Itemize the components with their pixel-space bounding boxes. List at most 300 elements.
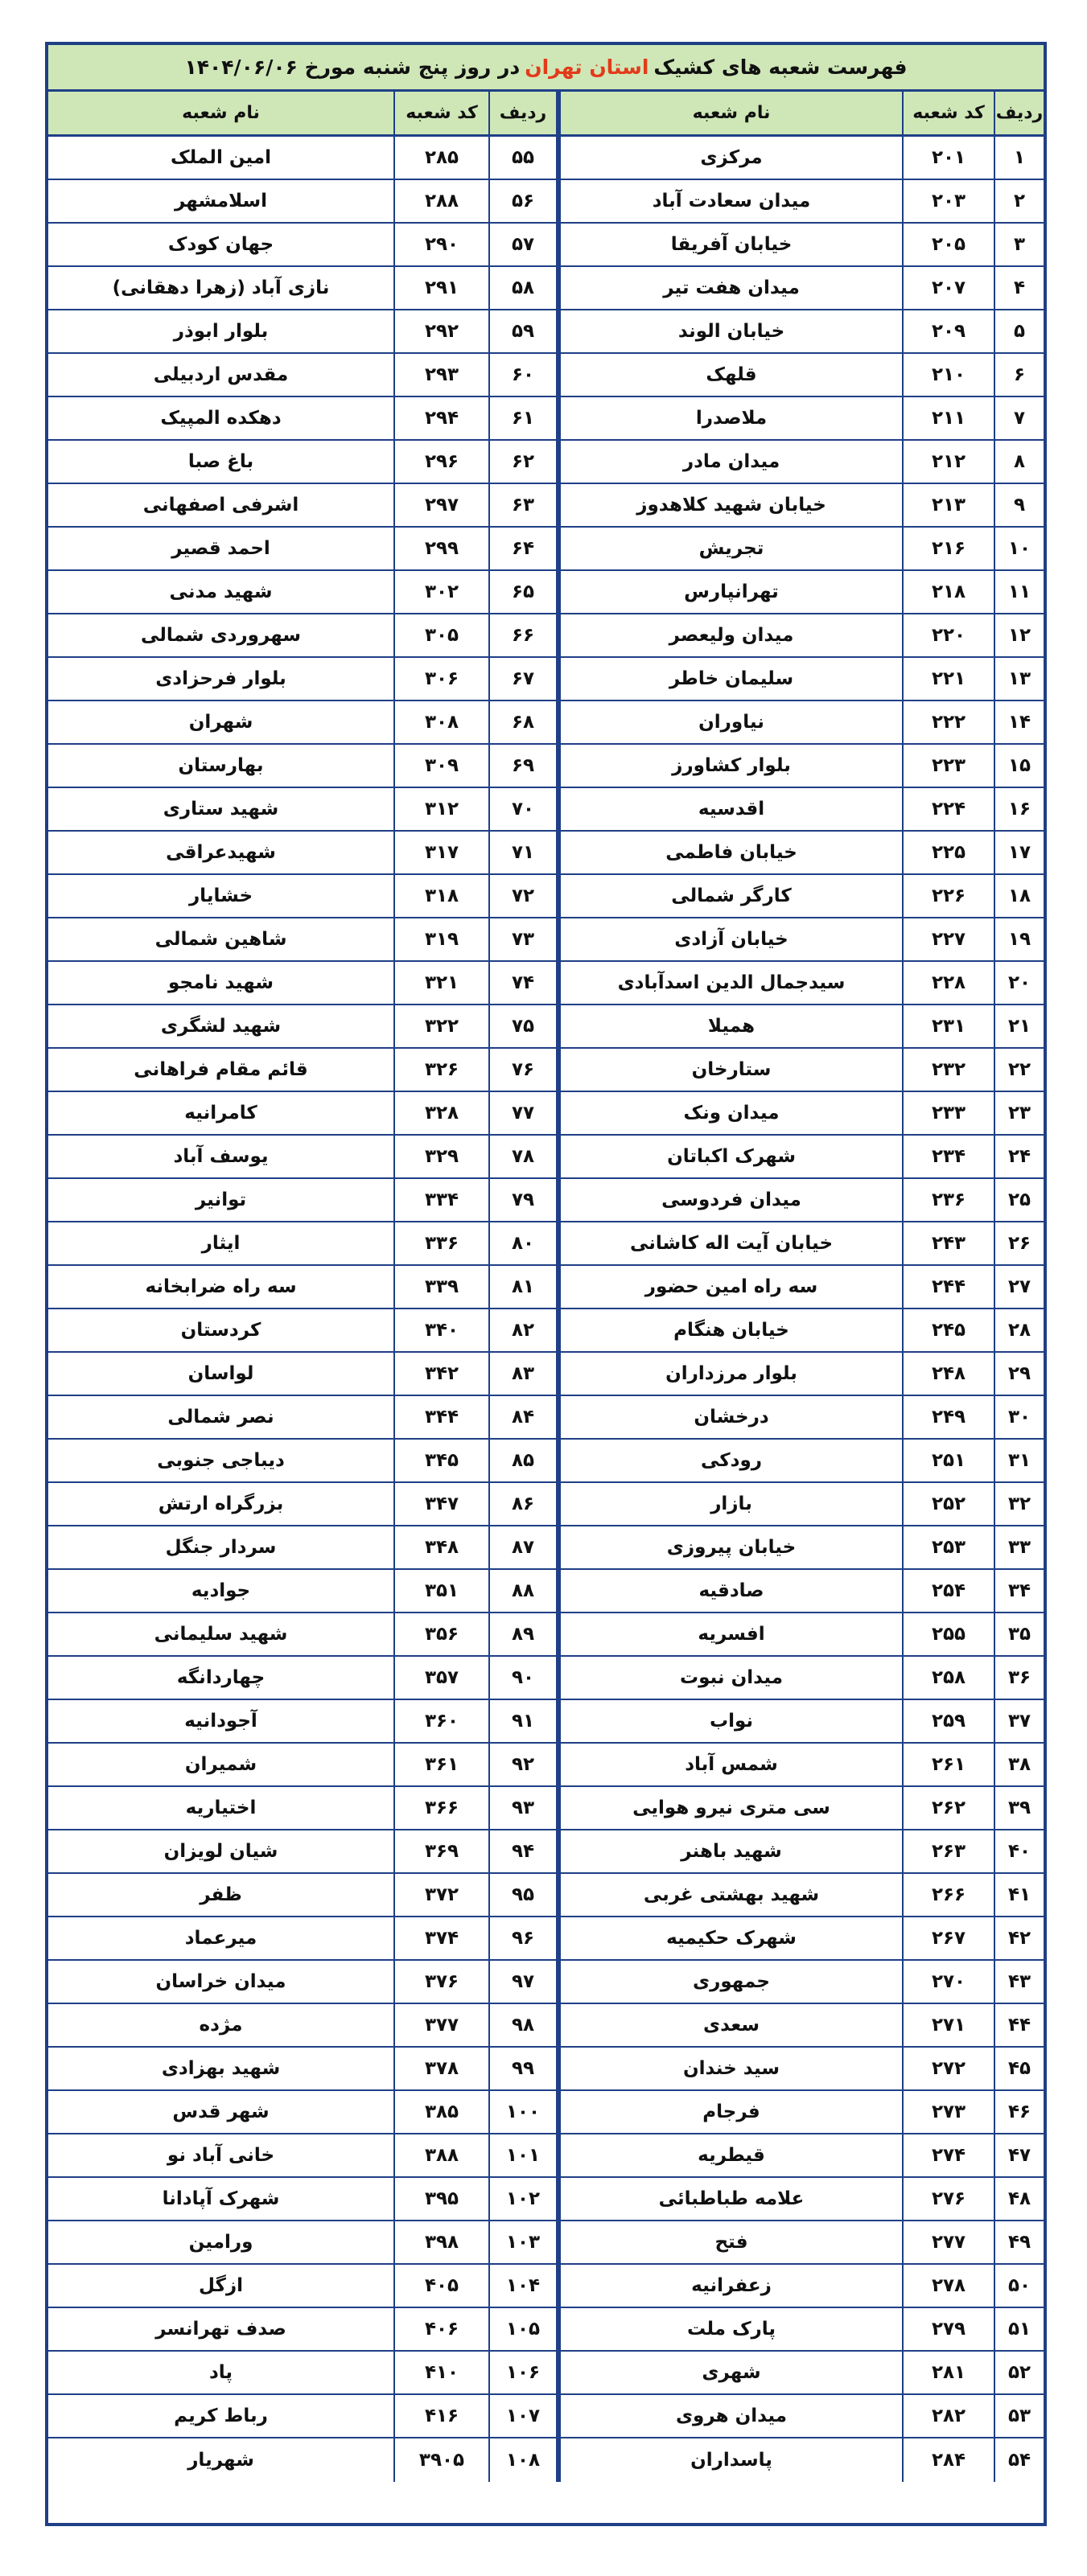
row-code-right: ۲۳۱ [902, 1005, 994, 1047]
column-divider [556, 354, 559, 396]
row-code-left: ۳۳۶ [393, 1222, 488, 1264]
row-index-left: ۶۰ [488, 354, 556, 396]
row-code-left: ۳۲۶ [393, 1049, 488, 1091]
table-row [48, 267, 1044, 310]
row-code-left: ۳۴۰ [393, 1309, 488, 1351]
row-name-right: سه راه امین حضور [559, 1266, 902, 1308]
row-code-left: ۳۶۹ [393, 1830, 488, 1872]
row-code-left: ۳۲۲ [393, 1005, 488, 1047]
row-name-right: نیاوران [559, 701, 902, 743]
row-index-right: ۴۸ [994, 2178, 1044, 2220]
column-divider [556, 92, 559, 134]
row-name-right: مرکزی [559, 137, 902, 179]
header-name-left: نام شعبه [182, 103, 260, 123]
row-index-right: ۴۶ [994, 2091, 1044, 2133]
row-name-left: شاهین شمالی [154, 929, 287, 950]
row-name-right: میدان مادر [559, 441, 902, 483]
row-code-left: ۲۸۵ [393, 137, 488, 179]
column-divider [556, 310, 559, 352]
row-code-right: ۲۶۶ [902, 1874, 994, 1916]
column-divider [556, 1440, 559, 1481]
row-index-right: ۲۲ [994, 1049, 1044, 1091]
column-divider [556, 658, 559, 700]
row-index-left: ۵۶ [488, 180, 556, 222]
table-row [48, 1483, 1044, 1526]
row-name-left: شهید بهزادی [161, 2058, 281, 2079]
column-divider [556, 1309, 559, 1351]
row-code-right: ۲۷۳ [902, 2091, 994, 2133]
row-name-right: شهید بهشتی غربی [559, 1874, 902, 1916]
row-code-left: ۳۶۶ [393, 1787, 488, 1829]
row-name-left: کردستان [180, 1320, 261, 1341]
column-divider [556, 2308, 559, 2350]
row-name-right: شهرک حکیمیه [559, 1917, 902, 1959]
row-index-right: ۵۲ [994, 2352, 1044, 2393]
column-divider [556, 2004, 559, 2046]
row-index-right: ۶ [994, 354, 1044, 396]
row-code-right: ۲۱۳ [902, 484, 994, 526]
row-name-left: قائم مقام فراهانی [134, 1059, 308, 1080]
row-index-left: ۹۰ [488, 1657, 556, 1699]
row-name-right: ستارخان [559, 1049, 902, 1091]
row-code-left: ۴۰۶ [393, 2308, 488, 2350]
row-index-right: ۹ [994, 484, 1044, 526]
row-index-right: ۴۴ [994, 2004, 1044, 2046]
table-row [48, 2438, 1044, 2482]
row-code-left: ۳۰۲ [393, 571, 488, 613]
row-index-right: ۱۸ [994, 875, 1044, 917]
column-divider [556, 2395, 559, 2437]
row-index-left: ۸۷ [488, 1526, 556, 1568]
table-row [48, 1830, 1044, 1874]
row-index-left: ۷۷ [488, 1092, 556, 1134]
row-code-left: ۴۱۶ [393, 2395, 488, 2437]
row-index-left: ۸۲ [488, 1309, 556, 1351]
row-name-left: سردار جنگل [165, 1537, 277, 1558]
row-name-right: سی متری نیرو هوایی [559, 1787, 902, 1829]
row-code-right: ۲۷۱ [902, 2004, 994, 2046]
table-row [48, 571, 1044, 614]
row-index-right: ۲۳ [994, 1092, 1044, 1134]
row-name-right: خیابان فاطمی [559, 832, 902, 873]
table-row [48, 1266, 1044, 1309]
row-index-right: ۲۸ [994, 1309, 1044, 1351]
row-name-right: شهید باهنر [559, 1830, 902, 1872]
row-index-left: ۹۳ [488, 1787, 556, 1829]
row-code-right: ۲۲۴ [902, 788, 994, 830]
row-index-right: ۵۰ [994, 2265, 1044, 2307]
row-name-left: نازی آباد (زهرا دهقانی) [112, 277, 330, 298]
row-name-right: میدان هفت تیر [559, 267, 902, 309]
row-name-left: رباط کریم [174, 2405, 268, 2426]
row-code-right: ۲۲۳ [902, 745, 994, 787]
column-divider [556, 484, 559, 526]
row-index-right: ۳ [994, 224, 1044, 265]
row-code-left: ۳۴۸ [393, 1526, 488, 1568]
row-index-right: ۴۹ [994, 2221, 1044, 2263]
row-name-left: خانی آباد نو [167, 2145, 275, 2166]
row-code-right: ۲۵۹ [902, 1700, 994, 1742]
row-code-left: ۳۹۰۵ [393, 2438, 488, 2482]
row-name-left: باغ صبا [187, 451, 254, 472]
row-index-left: ۸۹ [488, 1613, 556, 1655]
row-code-right: ۲۶۱ [902, 1744, 994, 1785]
row-name-left: شهید ستاری [163, 799, 279, 820]
table-row [48, 2221, 1044, 2265]
table-row [48, 1961, 1044, 2004]
row-name-left: جوادیه [191, 1580, 251, 1601]
row-name-right: سیدجمال الدین اسدآبادی [559, 962, 902, 1004]
column-divider [556, 1266, 559, 1308]
row-code-right: ۲۷۹ [902, 2308, 994, 2350]
table-row [48, 1309, 1044, 1353]
column-divider [556, 224, 559, 265]
row-name-right: خیابان شهید کلاهدوز [559, 484, 902, 526]
table-row [48, 1440, 1044, 1483]
row-index-right: ۲۷ [994, 1266, 1044, 1308]
table-row [48, 484, 1044, 528]
row-name-right: خیابان الوند [559, 310, 902, 352]
row-index-left: ۷۲ [488, 875, 556, 917]
row-index-right: ۱۹ [994, 918, 1044, 960]
column-divider [556, 962, 559, 1004]
row-code-right: ۲۷۸ [902, 2265, 994, 2307]
row-name-left: چهاردانگه [176, 1667, 266, 1688]
row-code-right: ۲۶۷ [902, 1917, 994, 1959]
column-divider [556, 1049, 559, 1091]
row-index-right: ۱۵ [994, 745, 1044, 787]
row-index-right: ۴۵ [994, 2048, 1044, 2089]
table-row [48, 1657, 1044, 1700]
table-row [48, 2091, 1044, 2134]
row-index-left: ۱۰۸ [488, 2438, 556, 2482]
row-name-right: سید خندان [559, 2048, 902, 2089]
row-name-left: شهرک آپادانا [162, 2188, 280, 2209]
row-code-left: ۳۱۷ [393, 832, 488, 873]
column-divider [556, 2178, 559, 2220]
row-name-right: اقدسیه [559, 788, 902, 830]
table-row [48, 310, 1044, 354]
row-index-left: ۱۰۷ [488, 2395, 556, 2437]
row-index-left: ۹۷ [488, 1961, 556, 2003]
column-divider [556, 1396, 559, 1438]
row-name-right: افسریه [559, 1613, 902, 1655]
table-row [48, 1396, 1044, 1440]
column-divider [556, 1961, 559, 2003]
row-index-left: ۶۸ [488, 701, 556, 743]
table-row [48, 1613, 1044, 1657]
row-index-left: ۹۶ [488, 1917, 556, 1959]
column-divider [556, 1613, 559, 1655]
row-code-left: ۲۹۴ [393, 397, 488, 439]
table-row [48, 1353, 1044, 1396]
row-code-left: ۲۸۸ [393, 180, 488, 222]
row-code-right: ۲۶۳ [902, 1830, 994, 1872]
row-name-right: تجریش [559, 528, 902, 569]
row-code-left: ۳۱۲ [393, 788, 488, 830]
row-code-right: ۲۴۹ [902, 1396, 994, 1438]
table-row [48, 1179, 1044, 1222]
row-index-left: ۱۰۱ [488, 2134, 556, 2176]
column-divider [556, 397, 559, 439]
table-row [48, 1744, 1044, 1787]
row-index-left: ۵۷ [488, 224, 556, 265]
row-name-left: شیان لویزان [163, 1841, 278, 1862]
row-code-left: ۳۷۸ [393, 2048, 488, 2089]
row-index-left: ۱۰۶ [488, 2352, 556, 2393]
row-index-left: ۵۵ [488, 137, 556, 179]
row-code-right: ۲۴۸ [902, 1353, 994, 1395]
row-name-right: صادقیه [559, 1570, 902, 1612]
row-index-right: ۵۴ [994, 2438, 1044, 2482]
table-row [48, 1917, 1044, 1961]
row-index-left: ۷۹ [488, 1179, 556, 1221]
column-divider [556, 1179, 559, 1221]
row-index-left: ۶۶ [488, 614, 556, 656]
table-header [48, 92, 1044, 137]
row-name-left: یوسف آباد [173, 1146, 269, 1167]
row-code-right: ۲۷۲ [902, 2048, 994, 2089]
table-row [48, 2134, 1044, 2178]
row-name-left: صدف تهرانسر [155, 2319, 286, 2340]
row-code-right: ۲۴۳ [902, 1222, 994, 1264]
table-row [48, 962, 1044, 1005]
column-divider [556, 2265, 559, 2307]
row-index-right: ۲۶ [994, 1222, 1044, 1264]
table-row [48, 745, 1044, 788]
header-code-right: کد شعبه [902, 92, 994, 134]
row-code-right: ۲۲۶ [902, 875, 994, 917]
row-name-right: بلوار مرزداران [559, 1353, 902, 1395]
row-index-right: ۸ [994, 441, 1044, 483]
row-name-left: شهر قدس [172, 2101, 270, 2122]
row-name-left: بلوار ابوذر [173, 321, 269, 342]
row-code-left: ۳۶۰ [393, 1700, 488, 1742]
row-index-right: ۲۰ [994, 962, 1044, 1004]
row-code-left: ۳۳۹ [393, 1266, 488, 1308]
row-index-left: ۸۴ [488, 1396, 556, 1438]
row-name-right: علامه طباطبائی [559, 2178, 902, 2220]
table-row [48, 2308, 1044, 2352]
row-code-right: ۲۰۱ [902, 137, 994, 179]
table-body [48, 137, 1044, 2482]
row-name-left: بهارستان [178, 755, 264, 776]
row-name-left: لواسان [187, 1363, 254, 1384]
row-name-left: شهران [188, 712, 253, 733]
row-code-right: ۲۵۳ [902, 1526, 994, 1568]
row-name-left: سهروردی شمالی [140, 625, 302, 646]
row-code-left: ۳۷۷ [393, 2004, 488, 2046]
row-index-right: ۳۷ [994, 1700, 1044, 1742]
row-index-left: ۸۸ [488, 1570, 556, 1612]
column-divider [556, 1744, 559, 1785]
row-code-right: ۲۶۲ [902, 1787, 994, 1829]
column-divider [556, 1526, 559, 1568]
table-row [48, 2352, 1044, 2395]
row-code-left: ۳۷۶ [393, 1961, 488, 2003]
row-name-right: بازار [559, 1483, 902, 1525]
row-name-left: اشرفی اصفهانی [142, 495, 299, 516]
row-code-left: ۳۴۷ [393, 1483, 488, 1525]
row-code-left: ۲۹۶ [393, 441, 488, 483]
table-row [48, 918, 1044, 962]
row-code-right: ۲۷۷ [902, 2221, 994, 2263]
row-name-left: جهان کودک [167, 234, 274, 255]
column-divider [556, 441, 559, 483]
row-index-right: ۳۲ [994, 1483, 1044, 1525]
row-name-left: سه راه ضرابخانه [145, 1276, 297, 1297]
table-row [48, 2395, 1044, 2438]
column-divider [556, 1570, 559, 1612]
row-index-left: ۱۰۵ [488, 2308, 556, 2350]
row-index-left: ۸۵ [488, 1440, 556, 1481]
row-code-left: ۳۲۸ [393, 1092, 488, 1134]
row-index-left: ۹۴ [488, 1830, 556, 1872]
row-index-left: ۱۰۴ [488, 2265, 556, 2307]
row-name-left: احمد قصیر [171, 538, 270, 559]
branch-list-document [45, 42, 1047, 2526]
column-divider [556, 137, 559, 179]
row-index-right: ۳۹ [994, 1787, 1044, 1829]
row-name-left: مقدس اردبیلی [153, 364, 289, 385]
row-code-left: ۳۲۹ [393, 1136, 488, 1177]
row-index-left: ۶۷ [488, 658, 556, 700]
row-name-left: اختیاریه [185, 1797, 257, 1818]
row-name-right: نواب [559, 1700, 902, 1742]
column-divider [556, 1222, 559, 1264]
row-index-left: ۸۶ [488, 1483, 556, 1525]
row-name-right: قلهک [559, 354, 902, 396]
row-name-right: فرجام [559, 2091, 902, 2133]
column-divider [556, 1657, 559, 1699]
row-index-left: ۹۲ [488, 1744, 556, 1785]
table-row [48, 2048, 1044, 2091]
row-name-left: شهید لشگری [160, 1016, 282, 1037]
row-index-left: ۱۰۰ [488, 2091, 556, 2133]
row-name-right: فتح [559, 2221, 902, 2263]
table-row [48, 1787, 1044, 1830]
row-code-left: ۲۹۰ [393, 224, 488, 265]
row-code-right: ۲۸۱ [902, 2352, 994, 2393]
table-row [48, 1136, 1044, 1179]
row-code-right: ۲۵۴ [902, 1570, 994, 1612]
row-code-left: ۲۹۱ [393, 267, 488, 309]
row-code-right: ۲۲۵ [902, 832, 994, 873]
table-row [48, 1049, 1044, 1092]
row-index-right: ۵۱ [994, 2308, 1044, 2350]
row-index-right: ۷ [994, 397, 1044, 439]
column-divider [556, 1136, 559, 1177]
row-index-right: ۵۳ [994, 2395, 1044, 2437]
row-name-left: پاد [208, 2362, 233, 2383]
header-code-left: کد شعبه [393, 92, 488, 134]
row-name-right: کارگر شمالی [559, 875, 902, 917]
table-row [48, 1005, 1044, 1049]
column-divider [556, 614, 559, 656]
row-code-right: ۲۳۳ [902, 1092, 994, 1134]
row-index-left: ۵۸ [488, 267, 556, 309]
column-divider [556, 571, 559, 613]
row-index-left: ۸۱ [488, 1266, 556, 1308]
row-name-left: شهریار [187, 2450, 254, 2471]
row-name-left: اسلامشهر [174, 191, 268, 212]
row-code-left: ۳۰۶ [393, 658, 488, 700]
row-code-right: ۲۸۲ [902, 2395, 994, 2437]
row-name-left: آجودانیه [184, 1711, 257, 1732]
row-index-right: ۱ [994, 137, 1044, 179]
row-code-left: ۳۸۸ [393, 2134, 488, 2176]
row-index-right: ۴۷ [994, 2134, 1044, 2176]
row-name-right: شمس آباد [559, 1744, 902, 1785]
row-code-right: ۲۲۱ [902, 658, 994, 700]
column-divider [556, 1700, 559, 1742]
row-code-right: ۲۱۸ [902, 571, 994, 613]
row-name-left: میدان خراسان [155, 1971, 286, 1992]
row-name-right: قیطریه [559, 2134, 902, 2176]
row-index-right: ۳۵ [994, 1613, 1044, 1655]
row-name-right: بلوار کشاورز [559, 745, 902, 787]
column-divider [556, 2438, 559, 2482]
row-name-right: تهرانپارس [559, 571, 902, 613]
row-code-left: ۳۹۵ [393, 2178, 488, 2220]
row-code-right: ۲۵۸ [902, 1657, 994, 1699]
row-code-right: ۲۳۲ [902, 1049, 994, 1091]
column-divider [556, 1005, 559, 1047]
column-divider [556, 1787, 559, 1829]
row-code-right: ۲۷۰ [902, 1961, 994, 2003]
row-index-left: ۸۰ [488, 1222, 556, 1264]
row-name-right: خیابان هنگام [559, 1309, 902, 1351]
table-row [48, 875, 1044, 918]
row-name-right: شهرک اکباتان [559, 1136, 902, 1177]
title-highlight: استان تهران [525, 55, 649, 79]
row-index-left: ۷۰ [488, 788, 556, 830]
row-name-right: شهری [559, 2352, 902, 2393]
column-divider [556, 2048, 559, 2089]
row-code-left: ۲۹۷ [393, 484, 488, 526]
row-index-right: ۱۷ [994, 832, 1044, 873]
row-code-left: ۳۵۷ [393, 1657, 488, 1699]
row-index-right: ۱۲ [994, 614, 1044, 656]
column-divider [556, 788, 559, 830]
row-name-right: رودکی [559, 1440, 902, 1481]
row-index-left: ۷۴ [488, 962, 556, 1004]
row-index-left: ۷۳ [488, 918, 556, 960]
table-row [48, 1092, 1044, 1136]
row-index-right: ۴ [994, 267, 1044, 309]
table-row [48, 2265, 1044, 2308]
row-index-right: ۲ [994, 180, 1044, 222]
table-row [48, 2004, 1044, 2048]
row-index-right: ۲۴ [994, 1136, 1044, 1177]
row-index-right: ۳۱ [994, 1440, 1044, 1481]
row-code-right: ۲۱۲ [902, 441, 994, 483]
table-row [48, 1874, 1044, 1917]
row-name-left: بزرگراه ارتش [158, 1493, 284, 1514]
row-code-left: ۳۸۵ [393, 2091, 488, 2133]
row-name-right: خیابان آزادی [559, 918, 902, 960]
title-prefix: فهرست شعبه های کشیک [653, 55, 908, 79]
row-code-right: ۲۷۴ [902, 2134, 994, 2176]
title-suffix: در روز پنج شنبه مورخ ۱۴۰۴/۰۶/۰۶ [184, 55, 521, 79]
column-divider [556, 528, 559, 569]
row-code-left: ۳۴۴ [393, 1396, 488, 1438]
row-name-right: درخشان [559, 1396, 902, 1438]
row-name-left: ایثار [201, 1233, 241, 1254]
row-index-left: ۹۸ [488, 2004, 556, 2046]
row-code-right: ۲۵۵ [902, 1613, 994, 1655]
header-index-right: ردیف [994, 92, 1044, 134]
